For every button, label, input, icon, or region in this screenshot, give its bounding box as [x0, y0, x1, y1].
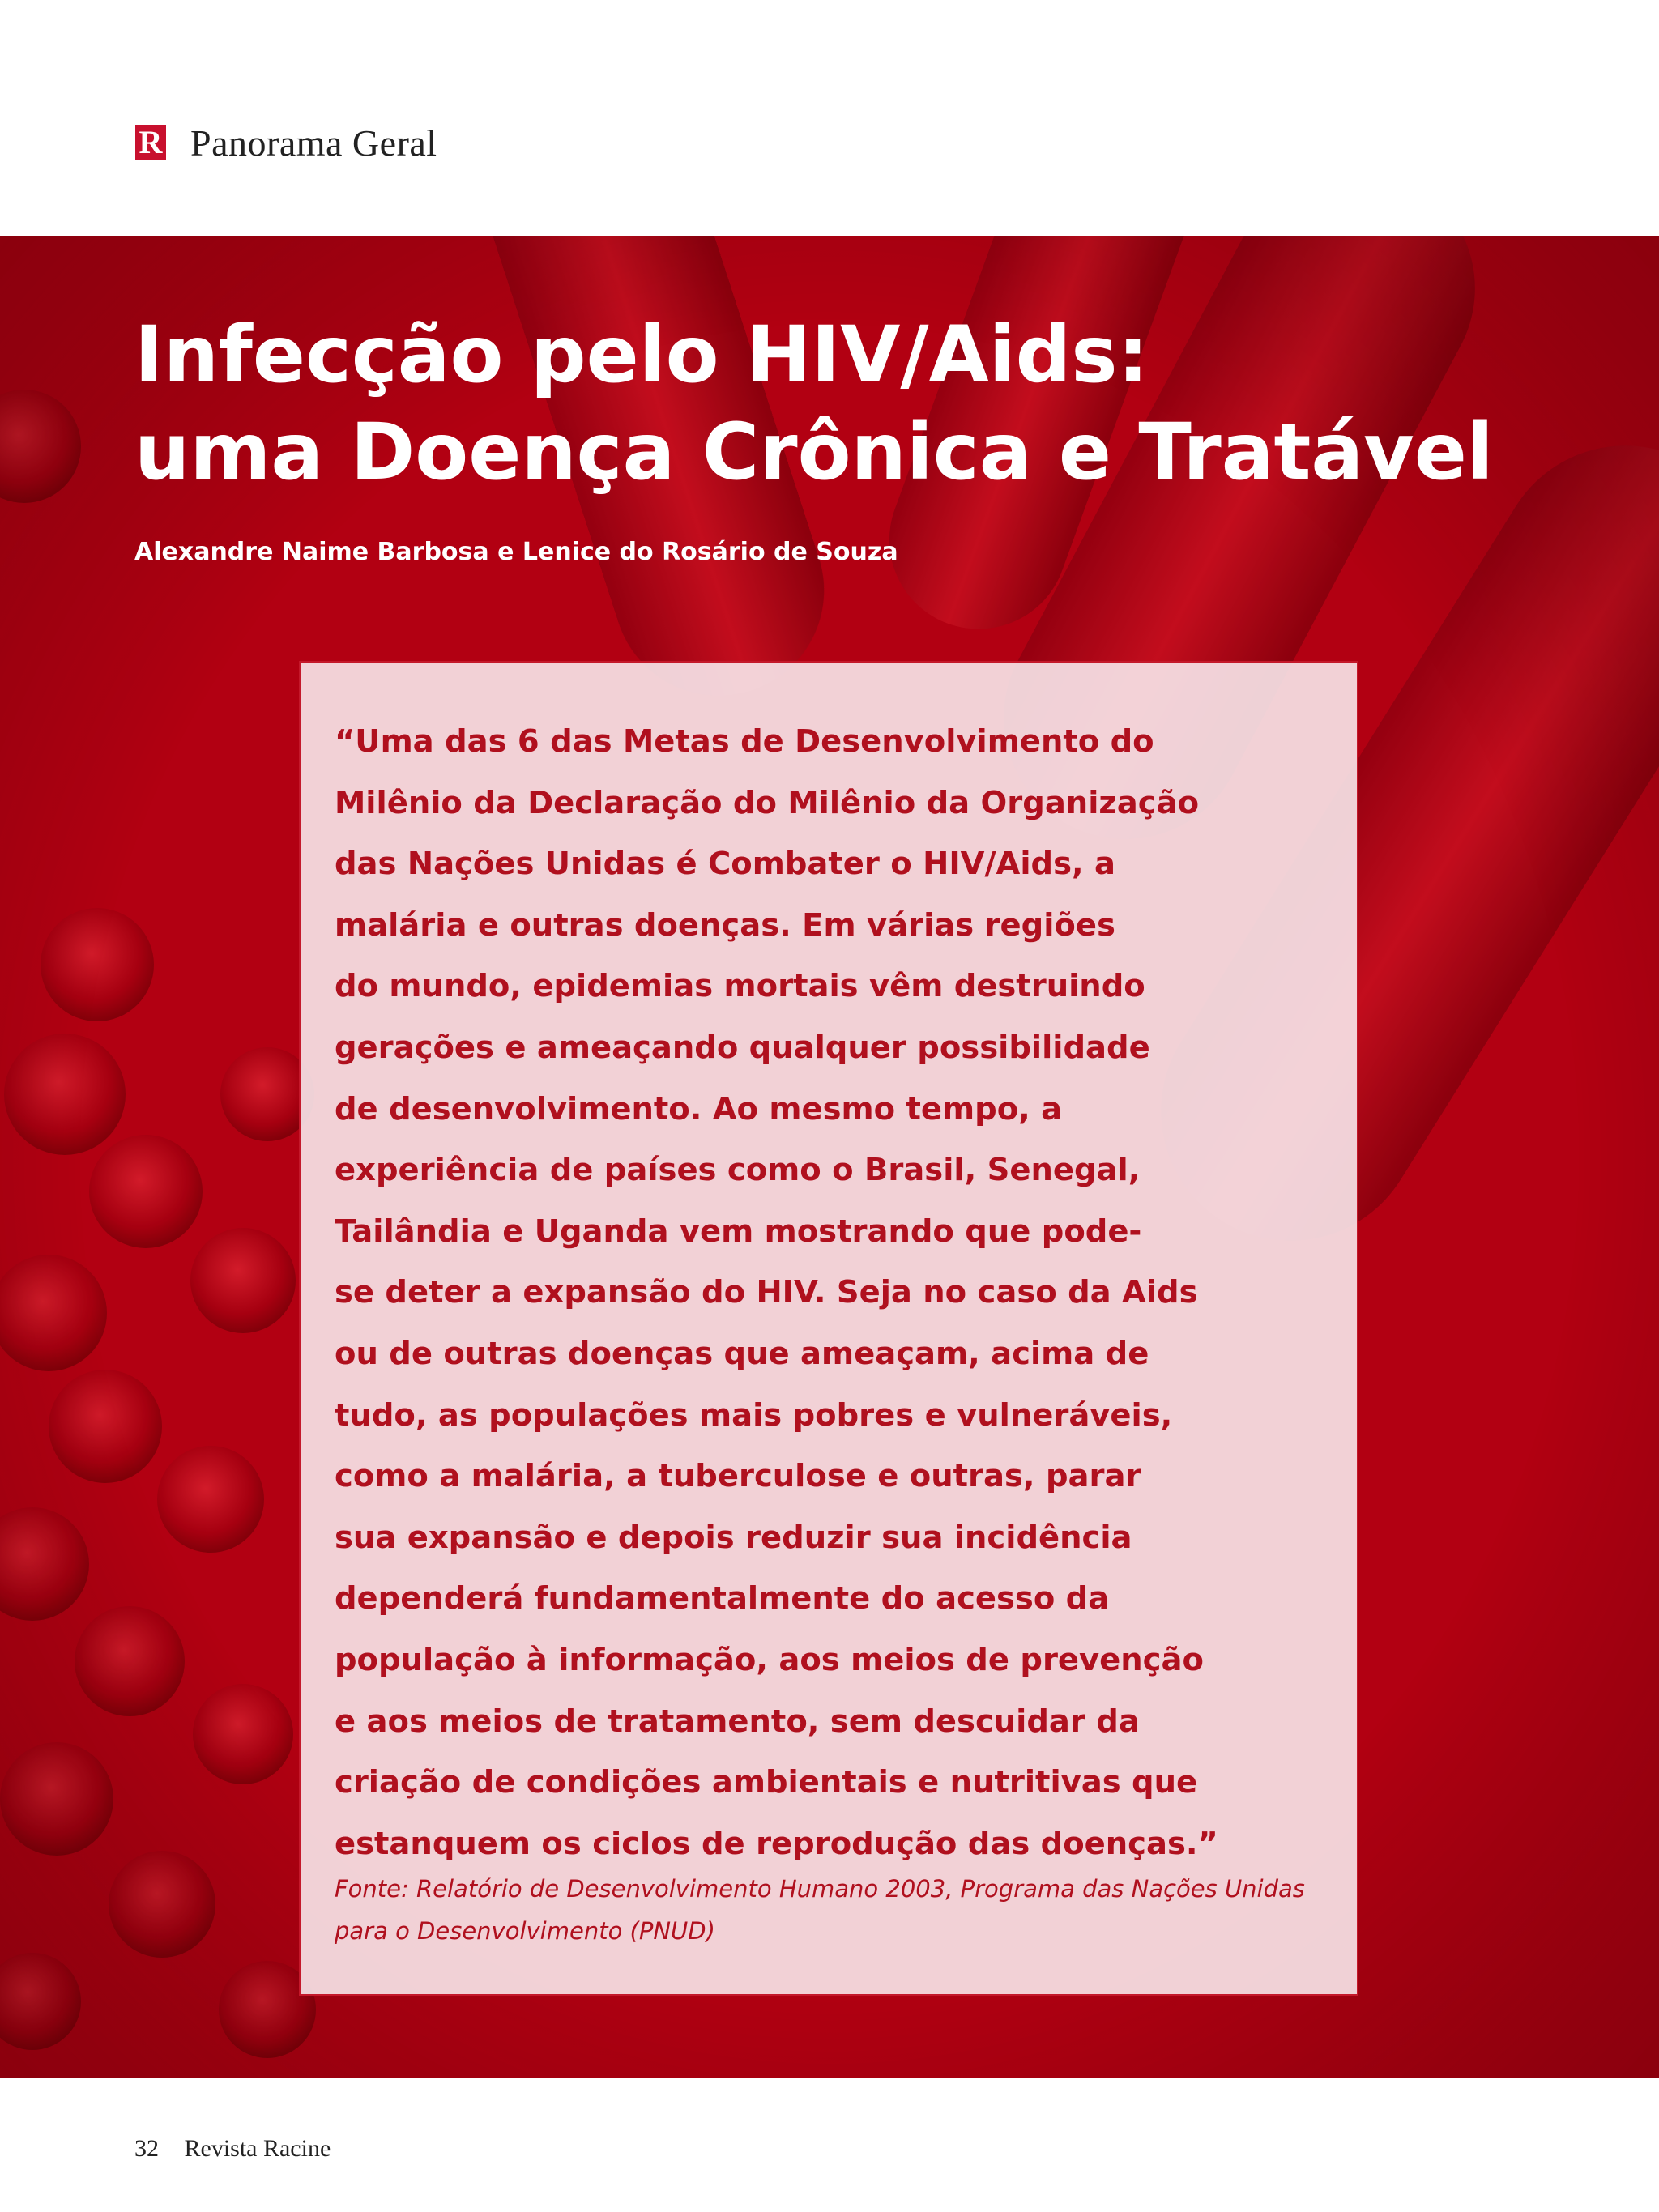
quote-line: e aos meios de tratamento, sem descuidar da: [335, 1703, 1140, 1740]
racine-logo-icon: [135, 125, 166, 160]
quote-line: do mundo, epidemias mortais vêm destruindo: [335, 968, 1145, 1005]
page-number: 32: [134, 2135, 159, 2162]
quote-line: dependerá fundamentalmente do acesso da: [335, 1580, 1110, 1617]
quote-line: como a malária, a tuberculose e outras, parar: [335, 1458, 1141, 1495]
quote-line: Milênio da Declaração do Milênio da Organização: [335, 784, 1200, 821]
quote-line: de desenvolvimento. Ao mesmo tempo, a: [335, 1090, 1063, 1127]
quote-box: [299, 661, 1358, 1996]
quote-line: das Nações Unidas é Combater o HIV/Aids, a: [335, 846, 1116, 883]
title-line: Infecção pelo HIV/Aids:: [134, 309, 1149, 400]
page-footer: [134, 2135, 331, 2163]
article-authors: Alexandre Naime Barbosa e Lenice do Rosário de Souza: [134, 538, 898, 566]
quote-line: tudo, as populações mais pobres e vulneráveis,: [335, 1396, 1173, 1434]
quote-line: experiência de países como o Brasil, Senegal,: [335, 1152, 1141, 1189]
quote-line: Tailândia e Uganda vem mostrando que pode-: [335, 1213, 1142, 1250]
quote-line: se deter a expansão do HIV. Seja no caso da Aids: [335, 1274, 1198, 1311]
section-header: [135, 121, 437, 164]
section-title: Panorama Geral: [190, 121, 437, 164]
quote-line: criação de condições ambientais e nutritivas que: [335, 1764, 1198, 1801]
source-line: para o Desenvolvimento (PNUD): [335, 1917, 715, 1945]
quote-line: malária e outras doenças. Em várias regiões: [335, 906, 1115, 944]
quote-line: “Uma das 6 das Metas de Desenvolvimento do: [335, 723, 1154, 760]
article-title: [134, 306, 1593, 501]
quote-line: ou de outras doenças que ameaçam, acima de: [335, 1335, 1149, 1372]
quote-line: população à informação, aos meios de prevenção: [335, 1641, 1204, 1678]
title-line: uma Doença Crônica e Tratável: [134, 407, 1494, 497]
publication-name: Revista Racine: [184, 2135, 331, 2162]
logo-letter: R: [139, 124, 163, 160]
quote-line: sua expansão e depois reduzir sua incidência: [335, 1519, 1132, 1556]
quote-source: [335, 1868, 1347, 1952]
source-line: Fonte: Relatório de Desenvolvimento Humano 2003, Programa das Nações Unidas: [335, 1875, 1305, 1903]
quote-line: estanquem os ciclos de reprodução das doenças.”: [335, 1825, 1218, 1862]
quote-text: [335, 711, 1347, 1874]
quote-line: gerações e ameaçando qualquer possibilidade: [335, 1029, 1150, 1066]
